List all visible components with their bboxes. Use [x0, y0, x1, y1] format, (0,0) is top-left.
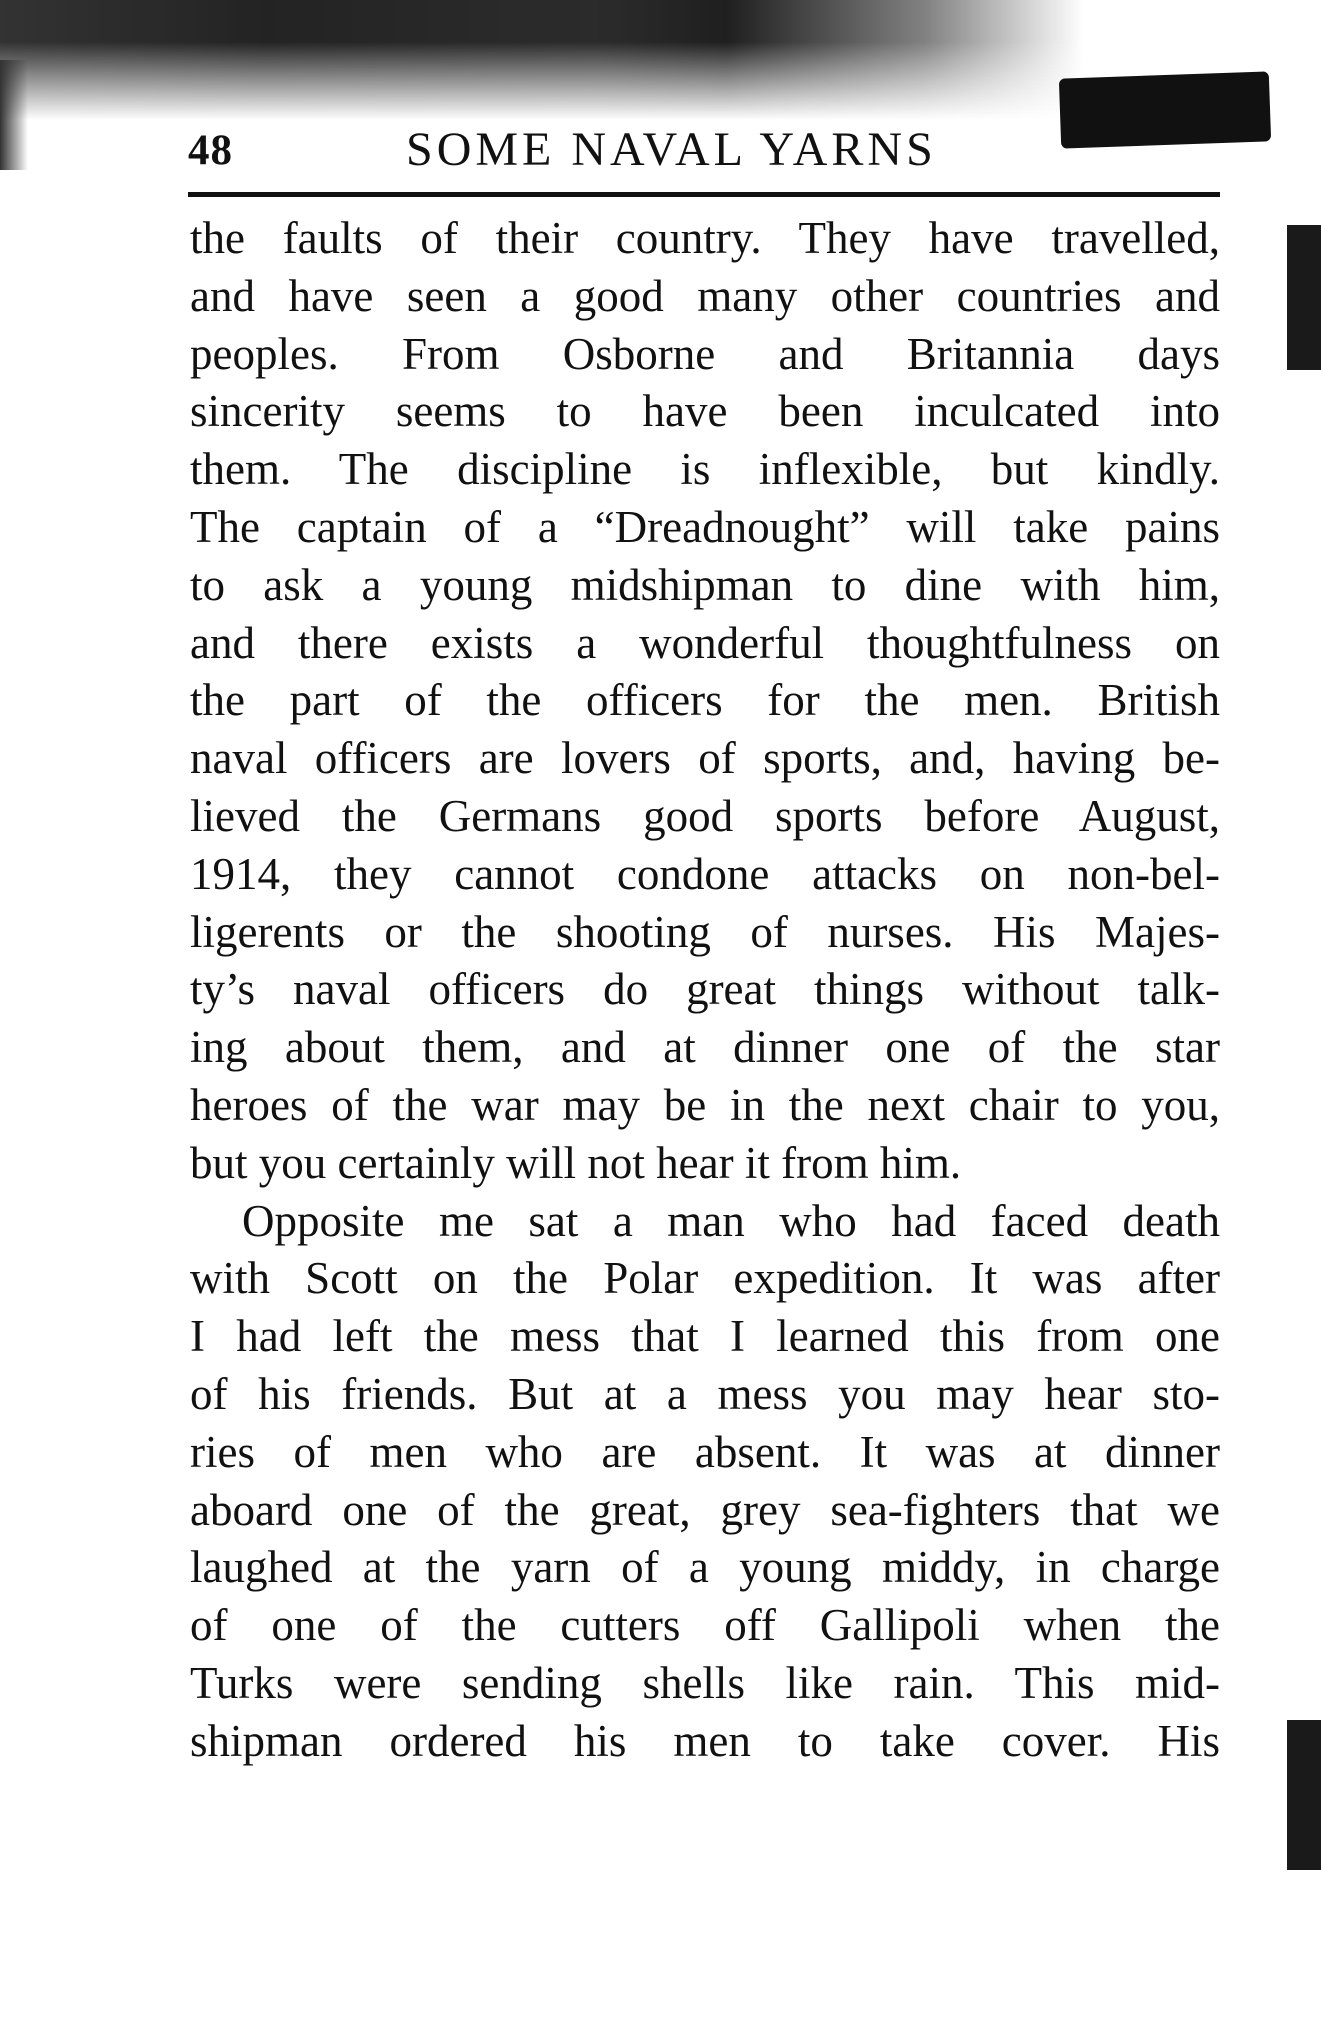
text-line: of one of the cutters off Gallipoli when the: [190, 1600, 1220, 1651]
text-line: them. The discipline is inflexible, but kindly.: [190, 444, 1220, 495]
text-line: lieved the Germans good sports before August,: [190, 790, 1220, 841]
text-line: but you certainly will not hear it from him.: [190, 1137, 962, 1188]
text-line: ing about them, and at dinner one of the star: [190, 1022, 1220, 1073]
text-line: the part of the officers for the men. British: [190, 675, 1220, 726]
text-line: of his friends. But at a mess you may hear sto-: [190, 1368, 1220, 1419]
text-line: and there exists a wonderful thoughtfulness on: [190, 617, 1220, 668]
text-line: I had left the mess that I learned this from one: [190, 1311, 1220, 1362]
text-line: naval officers are lovers of sports, and, having be-: [190, 733, 1220, 784]
text-line: ries of men who are absent. It was at dinner: [190, 1426, 1220, 1477]
text-line: to ask a young midshipman to dine with him,: [190, 559, 1220, 610]
text-line: 1914, they cannot condone attacks on non-bel-: [190, 848, 1220, 899]
text-line: shipman ordered his men to take cover. His: [190, 1715, 1220, 1766]
text-line: heroes of the war may be in the next chair to you,: [190, 1079, 1220, 1130]
text-line: peoples. From Osborne and Britannia days: [190, 328, 1220, 379]
text-line: ty’s naval officers do great things without talk-: [190, 964, 1220, 1015]
text-line: aboard one of the great, grey sea-fighters that we: [190, 1484, 1220, 1535]
page-number: 48: [188, 127, 233, 174]
text-line: The captain of a “Dreadnought” will take pains: [190, 501, 1220, 552]
text-line: ligerents or the shooting of nurses. His Majes-: [190, 906, 1220, 957]
text-line: the faults of their country. They have travelled,: [190, 213, 1220, 263]
text-line: with Scott on the Polar expedition. It was after: [190, 1253, 1220, 1304]
scan-edge-right-lower: [1287, 1720, 1321, 1870]
text-line: and have seen a good many other countries and: [190, 270, 1220, 321]
text-line: laughed at the yarn of a young middy, in charge: [190, 1542, 1220, 1593]
header-rule: [188, 192, 1220, 197]
body-text: [190, 210, 1220, 1771]
text-line: Turks were sending shells like rain. This mid-: [190, 1657, 1220, 1708]
scan-edge-left: [0, 60, 28, 170]
page-header: [188, 118, 1220, 190]
paragraph-start-line: Opposite me sat a man who had faced death: [242, 1195, 1220, 1246]
text-line: sincerity seems to have been inculcated into: [190, 386, 1220, 437]
scan-edge-right-upper: [1287, 225, 1321, 370]
running-head: SOME NAVAL YARNS: [406, 123, 937, 176]
